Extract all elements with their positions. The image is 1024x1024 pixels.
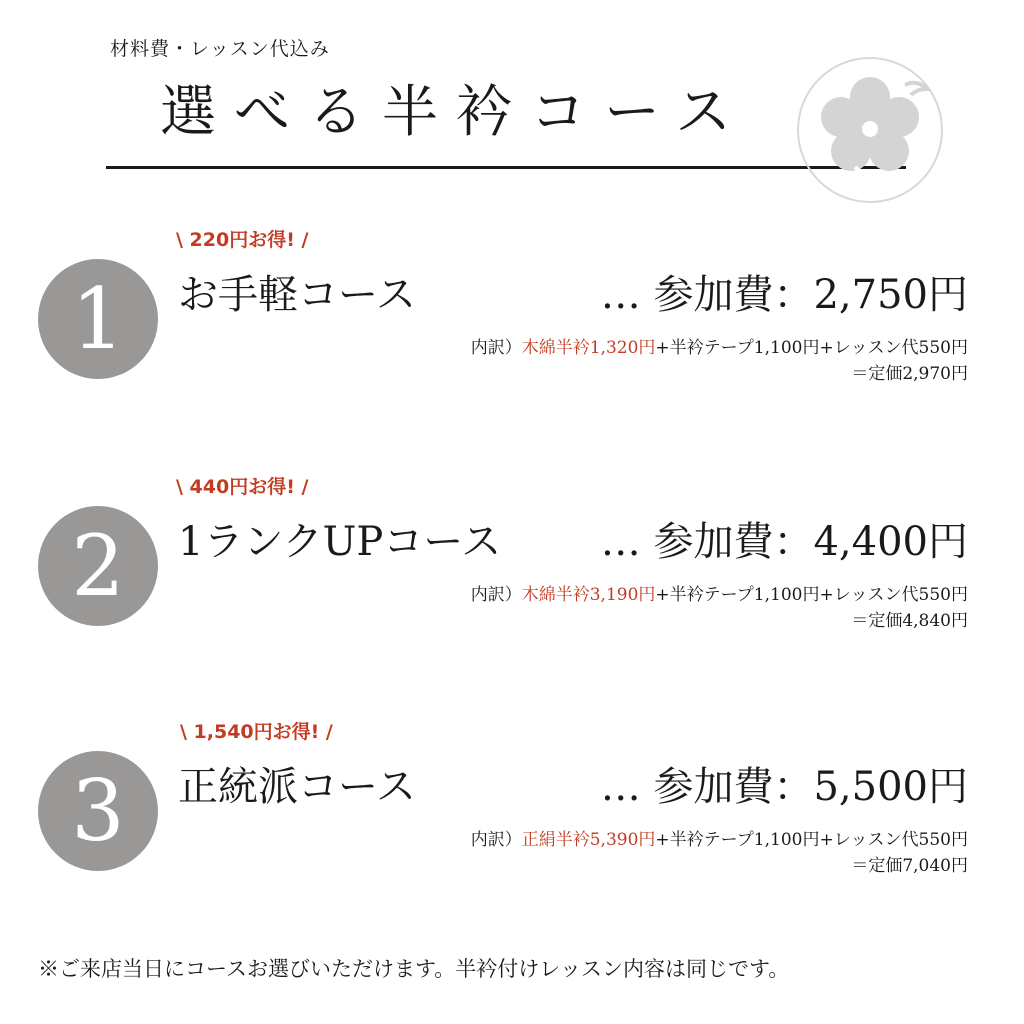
breakdown-highlight: 木綿半衿1,320円 (521, 338, 656, 358)
price-breakdown (471, 582, 968, 634)
breakdown-rest: +半衿テープ1,100円+レッスン代550円 (655, 338, 968, 358)
discount-label: \ 440円お得! / (176, 476, 309, 498)
list-price: ＝定価4,840円 (851, 611, 968, 631)
breakdown-prefix: 内訳） (470, 830, 522, 850)
plum-blossom-crest-icon (795, 55, 945, 205)
breakdown-prefix: 内訳） (470, 585, 522, 605)
discount-label: \ 220円お得! / (176, 229, 309, 251)
course-fee: … 参加費：2,750円 (600, 272, 968, 318)
footer-note: ※ご来店当日にコースお選びいただけます。半衿付けレッスン内容は同じです。 (38, 957, 790, 981)
page-title: 選べる半衿コース (160, 80, 750, 145)
discount-label: \ 1,540円お得! / (180, 721, 333, 743)
course-number-badge: 3 (38, 751, 158, 871)
course-card (0, 472, 1024, 672)
breakdown-rest: +半衿テープ1,100円+レッスン代550円 (655, 830, 968, 850)
course-card (0, 225, 1024, 425)
course-name: 正統派コース (178, 764, 416, 810)
course-name: お手軽コース (178, 272, 416, 318)
list-price: ＝定価7,040円 (851, 856, 968, 876)
breakdown-highlight: 木綿半衿3,190円 (521, 585, 656, 605)
breakdown-highlight: 正絹半衿5,390円 (521, 830, 656, 850)
price-breakdown (471, 827, 968, 879)
list-price: ＝定価2,970円 (851, 364, 968, 384)
course-number-badge: 2 (38, 506, 158, 626)
breakdown-rest: +半衿テープ1,100円+レッスン代550円 (655, 585, 968, 605)
course-fee: … 参加費：4,400円 (600, 519, 968, 565)
course-number-badge: 1 (38, 259, 158, 379)
course-fee: … 参加費：5,500円 (600, 764, 968, 810)
subtitle: 材料費・レッスン代込み (110, 38, 330, 60)
title-underline (106, 166, 906, 169)
course-card (0, 717, 1024, 917)
course-name: 1ランクUPコース (178, 519, 502, 565)
price-breakdown (471, 335, 968, 387)
breakdown-prefix: 内訳） (470, 338, 522, 358)
